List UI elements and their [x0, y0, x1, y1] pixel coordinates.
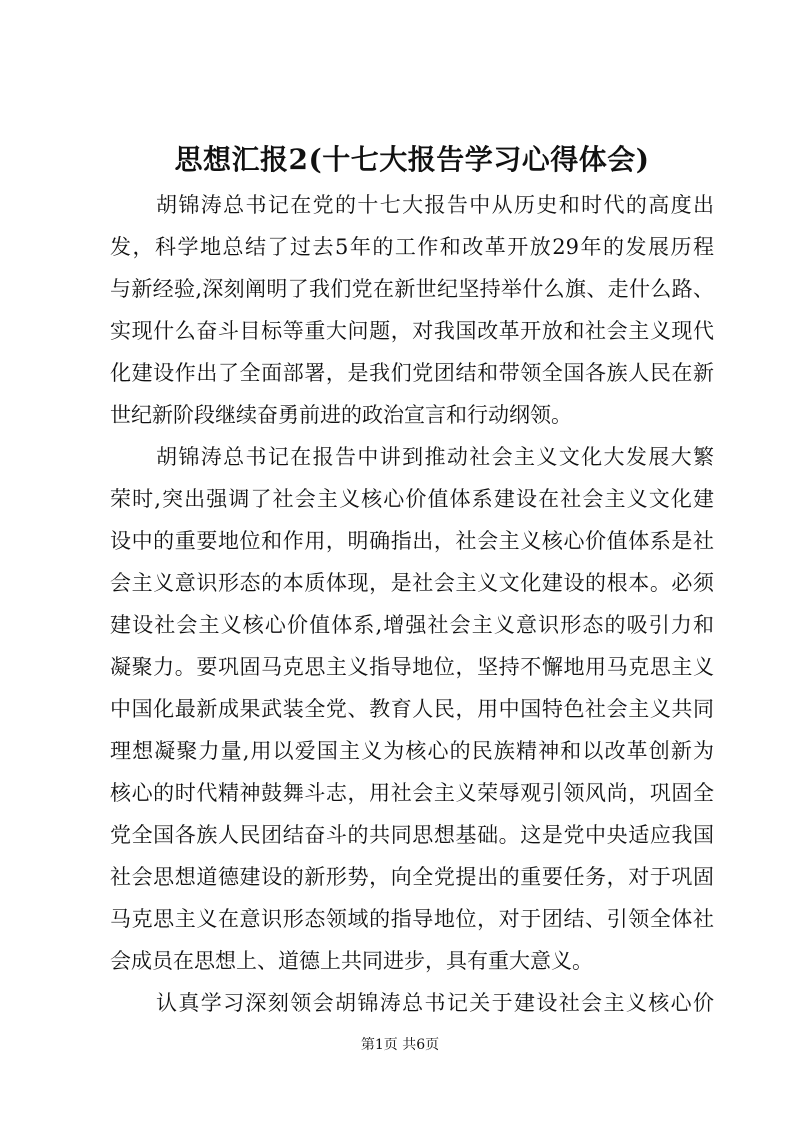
- paragraph-line: 中国化最新成果武装全党、教育人民，用中国特色社会主义共同: [110, 697, 714, 721]
- paragraph-line: 会主义意识形态的本质体现，是社会主义文化建设的根本。必须: [110, 571, 714, 595]
- paragraph-line: 荣时,突出强调了社会主义核心价值体系建设在社会主义文化建: [110, 487, 714, 511]
- paragraph-2: [110, 436, 714, 982]
- paragraph-line: 马克思主义在意识形态领域的指导地位，对于团结、引领全体社: [110, 907, 714, 931]
- page-number: 第1页 共6页: [360, 1037, 440, 1053]
- paragraph-line: 发，科学地总结了过去5年的工作和改革开放29年的发展历程: [110, 235, 714, 259]
- paragraph-line: 会成员在思想上、道德上共同进步，具有重大意义。: [110, 949, 593, 973]
- paragraph-line: 世纪新阶段继续奋勇前进的政治宣言和行动纲领。: [110, 403, 572, 427]
- paragraph-1: [110, 184, 714, 436]
- page-title: 思想汇报2(十七大报告学习心得体会): [174, 143, 650, 176]
- paragraph-line: 胡锦涛总书记在党的十七大报告中从历史和时代的高度出: [156, 193, 714, 217]
- paragraph-line: 认真学习深刻领会胡锦涛总书记关于建设社会主义核心价: [156, 991, 714, 1015]
- paragraph-line: 理想凝聚力量,用以爱国主义为核心的民族精神和以改革创新为: [110, 739, 714, 763]
- paragraph-line: 核心的时代精神鼓舞斗志，用社会主义荣辱观引领风尚，巩固全: [110, 781, 714, 805]
- paragraph-line: 与新经验,深刻阐明了我们党在新世纪坚持举什么旗、走什么路、: [110, 277, 714, 301]
- paragraph-line: 胡锦涛总书记在报告中讲到推动社会主义文化大发展大繁: [156, 445, 714, 469]
- document-body: [110, 184, 714, 1024]
- paragraph-line: 设中的重要地位和作用，明确指出，社会主义核心价值体系是社: [110, 529, 714, 553]
- paragraph-line: 建设社会主义核心价值体系,增强社会主义意识形态的吸引力和: [110, 613, 714, 637]
- paragraph-line: 实现什么奋斗目标等重大问题，对我国改革开放和社会主义现代: [110, 319, 714, 343]
- paragraph-line: 党全国各族人民团结奋斗的共同思想基础。这是党中央适应我国: [110, 823, 714, 847]
- paragraph-line: 凝聚力。要巩固马克思主义指导地位，坚持不懈地用马克思主义: [110, 655, 714, 679]
- paragraph-line: 化建设作出了全面部署，是我们党团结和带领全国各族人民在新: [110, 361, 714, 385]
- paragraph-line: 社会思想道德建设的新形势，向全党提出的重要任务，对于巩固: [110, 865, 714, 889]
- paragraph-3: [110, 982, 714, 1024]
